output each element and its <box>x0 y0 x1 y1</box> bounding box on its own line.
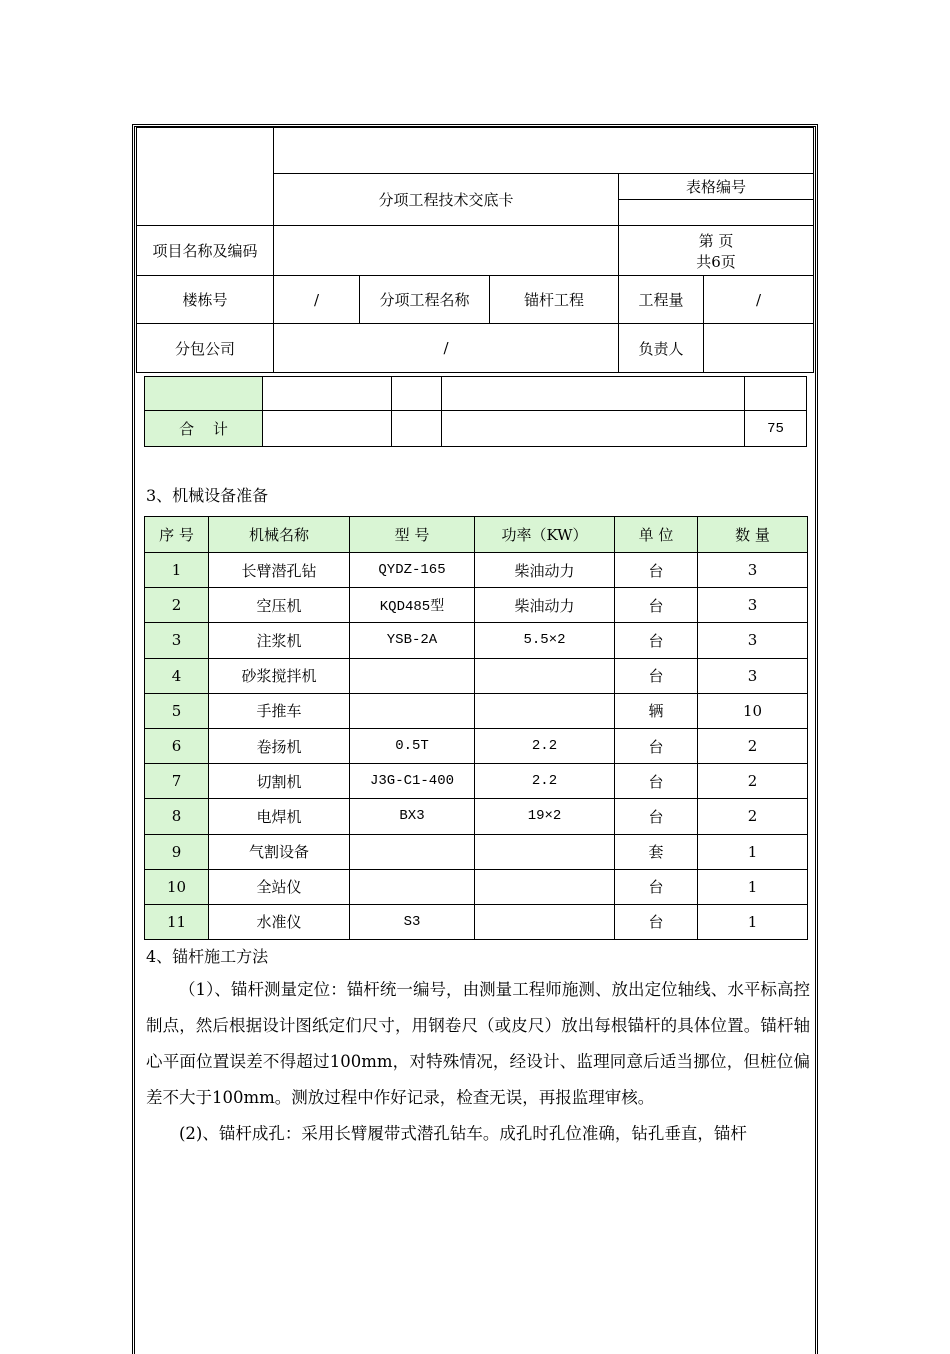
table-cell: 台 <box>615 588 698 623</box>
table-cell <box>350 834 475 869</box>
table-cell: QYDZ-165 <box>350 553 475 588</box>
table-cell: 9 <box>145 834 209 869</box>
summary-blank-cell <box>442 377 745 411</box>
table-cell <box>475 658 615 693</box>
table-cell: J3G-C1-400 <box>350 764 475 799</box>
table-cell: 0.5T <box>350 728 475 763</box>
table-row <box>145 588 808 623</box>
project-label: 项目名称及编码 <box>137 226 274 276</box>
column-header: 功率（KW） <box>475 517 615 553</box>
table-cell: 2 <box>698 728 808 763</box>
table-cell: 5.5×2 <box>475 623 615 658</box>
table-cell <box>475 693 615 728</box>
table-row <box>145 623 808 658</box>
table-cell <box>475 869 615 904</box>
table-cell: 空压机 <box>209 588 350 623</box>
table-cell: 8 <box>145 799 209 834</box>
column-header: 数 量 <box>698 517 808 553</box>
column-header: 单 位 <box>615 517 698 553</box>
table-row <box>145 834 808 869</box>
table-cell: 2 <box>145 588 209 623</box>
equipment-table <box>144 516 808 940</box>
header-top-blank <box>274 128 814 174</box>
total-pages-label: 共6页 <box>696 252 736 271</box>
form-no-label: 表格编号 <box>619 174 814 200</box>
table-cell: 柴油动力 <box>475 553 615 588</box>
table-cell <box>475 834 615 869</box>
subitem-value: 锚杆工程 <box>490 276 619 324</box>
table-cell: 1 <box>145 553 209 588</box>
summary-table <box>144 376 807 447</box>
page-label: 第 页 <box>698 231 734 250</box>
table-cell: 4 <box>145 658 209 693</box>
table-cell: KQD485型 <box>350 588 475 623</box>
summary-blank-cell <box>263 377 392 411</box>
table-cell: 19×2 <box>475 799 615 834</box>
quantity-label: 工程量 <box>619 276 704 324</box>
table-cell: 6 <box>145 728 209 763</box>
table-row <box>145 658 808 693</box>
project-value <box>274 226 619 276</box>
building-label: 楼栋号 <box>137 276 274 324</box>
table-row <box>145 799 808 834</box>
section4-title: 4、锚杆施工方法 <box>146 947 269 966</box>
subitem-label: 分项工程名称 <box>360 276 490 324</box>
subcontractor-label: 分包公司 <box>137 324 274 373</box>
total-label: 合 计 <box>145 411 263 447</box>
table-cell: 手推车 <box>209 693 350 728</box>
summary-blank-cell <box>392 411 442 447</box>
table-cell <box>350 658 475 693</box>
table-cell: 1 <box>698 904 808 939</box>
table-cell: 水准仪 <box>209 904 350 939</box>
table-cell: 砂浆搅拌机 <box>209 658 350 693</box>
card-title: 分项工程技术交底卡 <box>274 174 619 226</box>
table-cell: 3 <box>698 553 808 588</box>
table-cell <box>350 869 475 904</box>
table-cell: BX3 <box>350 799 475 834</box>
table-cell: 7 <box>145 764 209 799</box>
table-cell: 卷扬机 <box>209 728 350 763</box>
table-cell: 3 <box>698 658 808 693</box>
table-cell: 2.2 <box>475 764 615 799</box>
table-row <box>145 728 808 763</box>
table-cell: S3 <box>350 904 475 939</box>
table-cell: 11 <box>145 904 209 939</box>
header-table <box>136 127 814 373</box>
column-header: 机械名称 <box>209 517 350 553</box>
page-info <box>619 226 814 276</box>
section3-title: 3、机械设备准备 <box>146 486 269 505</box>
table-row <box>145 693 808 728</box>
responsible-value <box>704 324 814 373</box>
table-cell: 电焊机 <box>209 799 350 834</box>
column-header: 型 号 <box>350 517 475 553</box>
summary-blank-cell <box>392 377 442 411</box>
table-cell: 台 <box>615 764 698 799</box>
table-cell: 套 <box>615 834 698 869</box>
quantity-value: / <box>704 276 814 324</box>
table-cell: 台 <box>615 623 698 658</box>
table-cell: 5 <box>145 693 209 728</box>
summary-blank-cell <box>745 377 807 411</box>
table-cell: 3 <box>698 623 808 658</box>
table-row <box>145 553 808 588</box>
paragraph-1: （1）、锚杆测量定位：锚杆统一编号，由测量工程师施测、放出定位轴线、水平标高控制点，然后根据设计图纸定们尺寸，用钢卷尺（或皮尺）放出每根锚杆的具体位置。锚杆轴心平面位置误差不得超过100mm，对特殊情况，经设计、监理同意后适当挪位，但桩位偏差不大于100mm。测放过程中作好记录，检查无误，再报监理审核。 <box>146 980 810 1107</box>
table-cell: YSB-2A <box>350 623 475 658</box>
form-no-value <box>619 200 814 226</box>
subcontractor-value: / <box>274 324 619 373</box>
table-cell: 台 <box>615 553 698 588</box>
table-cell: 3 <box>145 623 209 658</box>
table-cell: 柴油动力 <box>475 588 615 623</box>
table-cell: 台 <box>615 904 698 939</box>
table-cell: 10 <box>145 869 209 904</box>
table-cell: 台 <box>615 728 698 763</box>
summary-blank-cell <box>263 411 392 447</box>
table-cell <box>350 693 475 728</box>
table-row <box>145 869 808 904</box>
total-value: 75 <box>745 411 807 447</box>
table-cell: 长臂潜孔钻 <box>209 553 350 588</box>
table-cell: 3 <box>698 588 808 623</box>
table-cell: 注浆机 <box>209 623 350 658</box>
table-cell: 1 <box>698 869 808 904</box>
header-blank-cell <box>137 128 274 226</box>
table-cell: 2.2 <box>475 728 615 763</box>
building-value: / <box>274 276 360 324</box>
table-cell: 气割设备 <box>209 834 350 869</box>
table-cell: 辆 <box>615 693 698 728</box>
table-cell: 切割机 <box>209 764 350 799</box>
table-cell: 全站仪 <box>209 869 350 904</box>
column-header: 序 号 <box>145 517 209 553</box>
table-cell: 1 <box>698 834 808 869</box>
table-cell: 2 <box>698 764 808 799</box>
table-cell <box>475 904 615 939</box>
table-cell: 台 <box>615 658 698 693</box>
section4-body <box>146 972 810 1152</box>
responsible-label: 负责人 <box>619 324 704 373</box>
table-cell: 台 <box>615 799 698 834</box>
table-cell: 台 <box>615 869 698 904</box>
table-cell: 10 <box>698 693 808 728</box>
table-row <box>145 904 808 939</box>
table-cell: 2 <box>698 799 808 834</box>
summary-blank-cell <box>442 411 745 447</box>
summary-blank-cell <box>145 377 263 411</box>
table-row <box>145 764 808 799</box>
paragraph-2: (2)、锚杆成孔：采用长臂履带式潜孔钻车。成孔时孔位准确，钻孔垂直，锚杆 <box>179 1124 747 1143</box>
